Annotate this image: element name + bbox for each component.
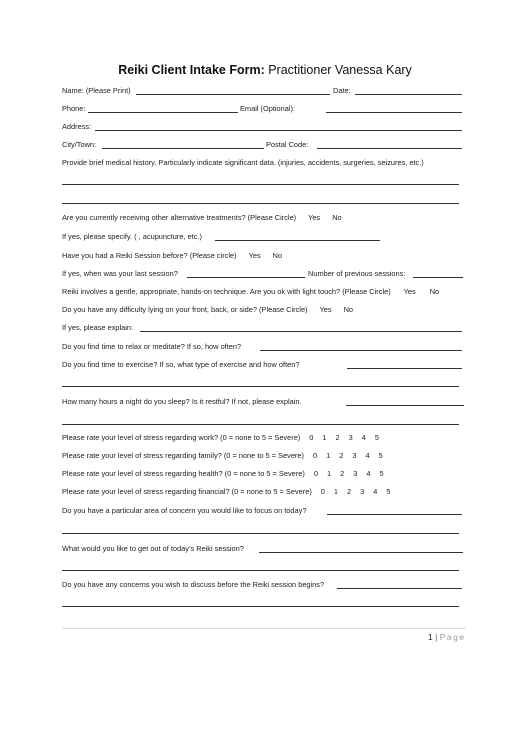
stress-work-row (62, 433, 379, 442)
reiki-before-text: Have you had a Reiki Session before? (Please circle) (62, 251, 237, 260)
stress-work-0[interactable]: 0 (309, 433, 314, 442)
stress-family-1[interactable]: 1 (326, 451, 331, 460)
stress-work-3[interactable]: 3 (348, 433, 353, 442)
form-title (0, 63, 530, 77)
phone-label: Phone: (62, 104, 86, 113)
name-label: Name: (Please Print) (62, 86, 131, 95)
stress-family-3[interactable]: 3 (352, 451, 357, 460)
concern-area-field-2[interactable] (62, 533, 459, 534)
stress-financial-text: Please rate your level of stress regarding financial? (0 = none to 5 = Severe) (62, 487, 312, 496)
exercise-field-2[interactable] (62, 386, 459, 387)
medical-history-question: Provide brief medical history. Particularly indicate significant data. (injuries, accidents, surgeries, seizures, etc.) (62, 158, 424, 167)
lying-question (62, 305, 353, 314)
stress-financial-5[interactable]: 5 (386, 487, 391, 496)
lying-text: Do you have any difficulty lying on your front, back, or side? (Please Circle) (62, 305, 308, 314)
stress-financial-row (62, 487, 391, 496)
alt-treatment-specify-label: If yes, please specify. ( , acupuncture, etc.) (62, 232, 202, 241)
form-title-bold: Reiki Client Intake Form: (118, 63, 265, 77)
address-field[interactable] (95, 130, 462, 131)
email-field[interactable] (326, 112, 462, 113)
stress-work-1[interactable]: 1 (322, 433, 327, 442)
touch-text: Reiki involves a gentle, appropriate, hands-on technique. Are you ok with light touch? (Please Circle) (62, 287, 391, 296)
city-label: City/Town: (62, 140, 97, 149)
medical-history-line-2[interactable] (62, 203, 459, 204)
exercise-question: Do you find time to exercise? If so, what type of exercise and how often? (62, 360, 300, 369)
stress-work-5[interactable]: 5 (374, 433, 380, 442)
email-label: Email (Optional): (240, 104, 296, 113)
reiki-before-question (62, 251, 282, 260)
relax-field[interactable] (260, 350, 462, 351)
postal-field[interactable] (317, 148, 462, 149)
lying-yes[interactable]: Yes (319, 305, 332, 314)
footer-divider (62, 628, 466, 629)
alt-treatment-yes[interactable]: Yes (308, 213, 321, 222)
page-footer (428, 632, 466, 642)
alt-treatment-question (62, 213, 342, 222)
num-sessions-label: Number of previous sessions: (308, 269, 406, 278)
touch-yes[interactable]: Yes (403, 287, 416, 296)
stress-financial-4[interactable]: 4 (373, 487, 378, 496)
get-out-field-1[interactable] (259, 552, 463, 553)
page-word: Page (439, 632, 466, 642)
alt-treatment-text: Are you currently receiving other alternative treatments? (Please Circle) (62, 213, 297, 222)
stress-health-0[interactable]: 0 (313, 469, 318, 478)
date-field[interactable] (355, 94, 462, 95)
stress-health-4[interactable]: 4 (366, 469, 371, 478)
stress-work-text: Please rate your level of stress regarding work? (0 = none to 5 = Severe) (62, 433, 301, 442)
page-number: 1 (428, 632, 433, 642)
stress-financial-1[interactable]: 1 (333, 487, 339, 496)
reiki-before-no[interactable]: No (272, 251, 283, 260)
stress-family-4[interactable]: 4 (365, 451, 370, 460)
phone-field[interactable] (88, 112, 238, 113)
alt-treatment-no[interactable]: No (332, 213, 342, 222)
stress-family-5[interactable]: 5 (378, 451, 383, 460)
get-out-question: What would you like to get out of today’s Reiki session? (62, 544, 244, 553)
lying-explain-field[interactable] (140, 331, 462, 332)
sleep-question: How many hours a night do you sleep? Is it restful? If not, please explain. (62, 397, 302, 406)
city-field[interactable] (102, 148, 264, 149)
stress-work-2[interactable]: 2 (335, 433, 340, 442)
touch-no[interactable]: No (429, 287, 440, 296)
stress-family-row (62, 451, 383, 460)
address-label: Address: (62, 122, 92, 131)
date-label: Date: (333, 86, 351, 95)
stress-financial-3[interactable]: 3 (360, 487, 365, 496)
num-sessions-field[interactable] (413, 277, 463, 278)
last-session-field[interactable] (187, 277, 305, 278)
stress-financial-0[interactable]: 0 (320, 487, 325, 496)
last-session-label: If yes, when was your last session? (62, 269, 178, 278)
form-title-rest: Practitioner Vanessa Kary (264, 63, 412, 77)
medical-history-line-1[interactable] (62, 184, 459, 185)
stress-financial-2[interactable]: 2 (347, 487, 352, 496)
sleep-field-2[interactable] (62, 424, 459, 425)
stress-family-0[interactable]: 0 (312, 451, 318, 460)
stress-health-row (62, 469, 384, 478)
alt-treatment-specify-field[interactable] (215, 240, 380, 241)
stress-health-1[interactable]: 1 (326, 469, 332, 478)
reiki-before-yes[interactable]: Yes (248, 251, 261, 260)
stress-health-3[interactable]: 3 (353, 469, 358, 478)
lying-no[interactable]: No (343, 305, 354, 314)
relax-question: Do you find time to relax or meditate? If so, how often? (62, 342, 242, 351)
stress-family-text: Please rate your level of stress regarding family? (0 = none to 5 = Severe) (62, 451, 304, 460)
get-out-field-2[interactable] (62, 570, 459, 571)
page-separator: | (435, 632, 438, 642)
stress-health-2[interactable]: 2 (340, 469, 345, 478)
name-field[interactable] (136, 94, 330, 95)
concern-area-field-1[interactable] (327, 514, 462, 515)
exercise-field-1[interactable] (347, 368, 462, 369)
lying-explain-label: If yes, please explain: (62, 323, 134, 332)
postal-label: Postal Code: (266, 140, 309, 149)
stress-work-4[interactable]: 4 (361, 433, 366, 442)
concerns-question: Do you have any concerns you wish to discuss before the Reiki session begins? (62, 580, 325, 589)
stress-health-5[interactable]: 5 (379, 469, 384, 478)
sleep-field-1[interactable] (346, 405, 464, 406)
stress-family-2[interactable]: 2 (339, 451, 344, 460)
concerns-field-1[interactable] (337, 588, 462, 589)
stress-health-text: Please rate your level of stress regarding health? (0 = none to 5 = Severe) (62, 469, 305, 478)
concerns-field-2[interactable] (62, 606, 459, 607)
concern-area-question: Do you have a particular area of concern you would like to focus on today? (62, 506, 307, 515)
touch-question (62, 287, 439, 296)
